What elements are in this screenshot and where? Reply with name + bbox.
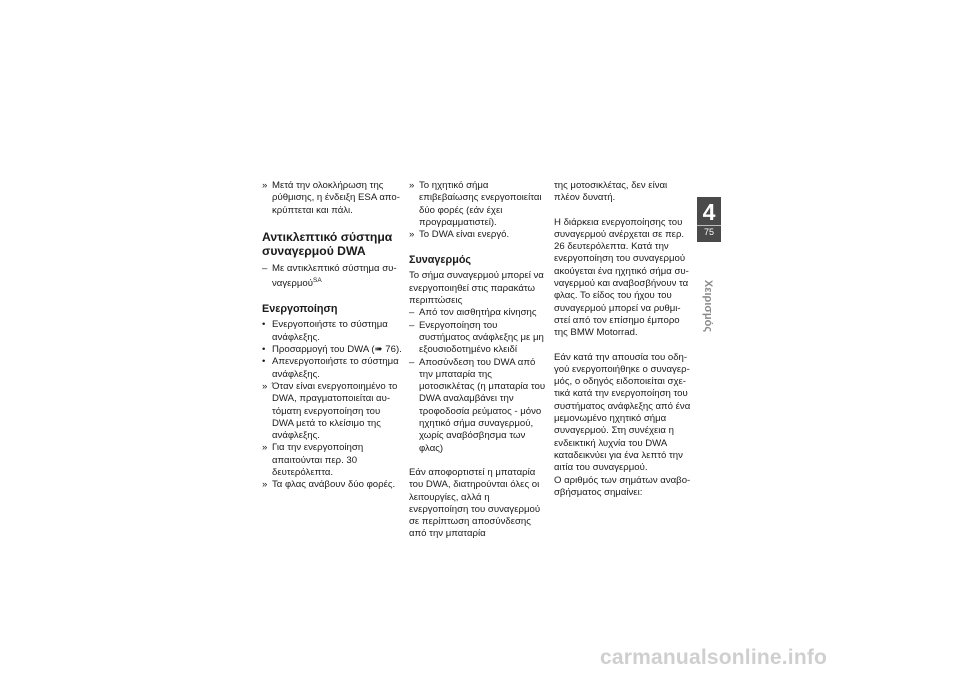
list-item	[409, 320, 549, 357]
item-text: Μετά την ολοκλήρωση της ρύθμισης, η ένδειξη ESA αποκρύπτεται και πάλι.	[272, 180, 400, 216]
paragraph: Εάν αποφορτιστεί η μπαταρία του DWA, διατηρούνται όλες οι λειτουργίες, αλλά η ενεργοποίηση του συναγερμού σε περίπτωση αποσύνδεσης από την μπαταρία	[409, 466, 541, 540]
chapter-number: 4	[702, 199, 716, 225]
column-2	[409, 180, 549, 541]
subsection-heading: Ενεργοποίηση	[262, 303, 338, 316]
list-item	[262, 344, 402, 356]
paragraph: Το σήμα συναγερμού μπορεί να ενεργοποιηθεί στις παρακάτω περιπτώσεις	[409, 270, 544, 307]
list-marker: •	[262, 344, 266, 356]
list-marker: •	[262, 356, 266, 368]
list-item	[409, 307, 549, 319]
list-marker: –	[409, 307, 415, 319]
item-text: Προσαρμογή του DWA (➠ 76).	[272, 344, 402, 356]
list-item	[262, 381, 402, 442]
watermark: carmanualsonline.info	[600, 646, 828, 669]
list-item	[409, 357, 549, 455]
paragraph: Ο αριθμός των σημάτων αναβοσβήσματος σημαίνει:	[554, 474, 691, 498]
list-marker: »	[262, 442, 268, 454]
list-marker: –	[262, 262, 268, 274]
list-marker: »	[262, 180, 268, 191]
list-marker: –	[409, 356, 415, 368]
list-item	[262, 442, 402, 479]
list-item	[409, 229, 549, 241]
item-text: Ενεργοποίηση του συστήματος ανάφλεξης με μη εξουσιοδοτημένο κλειδί	[419, 319, 544, 356]
list-marker: »	[262, 479, 268, 491]
tab-divider	[697, 225, 721, 226]
section-heading: Συναγερμός	[409, 254, 472, 267]
list-item	[262, 263, 402, 291]
paragraph: Η διάρκεια ενεργοποίησης του συναγερμού ανέρχεται σε περ. 26 δευτερόλεπτα. Κατά την ενεργοποίηση του συναγερμού ακούγεται ένα ηχητικό σήμα συναγερμού και αναβοσβήνουν τα φλας. Το είδος του ήχου του συναγερμού μπορεί να ρυθμιστεί από τον επίσημο έμπορο της BMW Motorrad.	[554, 216, 689, 339]
list-marker: »	[409, 229, 415, 241]
item-text: Όταν είναι ενεργοποιημένο το DWA, πραγματοποιείται αυτόματη ενεργοποίηση του DWA μετά το κλείσιμο της ανάφλεξης.	[272, 380, 398, 442]
item-text: Με αντικλεπτικό σύστημα συναγερμού	[272, 262, 397, 290]
list-item	[262, 356, 402, 381]
paragraph: Εάν κατά την απουσία του οδηγού ενεργοποιήθηκε ο συναγερμός, ο οδηγός ειδοποιείται σχετικά κατά την ενεργοποίηση του συστήματος ανάφλεξης από ένα μεμονωμένο ηχητικό σήμα συναγερμού. Στη συνέχεια η ενδεικτική λυχνία του DWA καταδεικνύει για ένα λεπτό την αιτία του συναγερμού.	[554, 351, 691, 474]
column-1	[262, 180, 402, 492]
list-marker: »	[262, 380, 268, 392]
column-3	[554, 180, 692, 499]
list-marker: •	[262, 319, 266, 331]
section-heading: Αντικλεπτικό σύστημα συναγερμού DWA	[262, 229, 393, 259]
sa-superscript: SA	[312, 277, 322, 285]
list-item	[262, 479, 402, 491]
list-item	[262, 180, 402, 217]
item-text: Τα φλας ανάβουν δύο φορές.	[272, 479, 396, 491]
list-item	[262, 319, 402, 344]
item-text: Αποσύνδεση του DWA από την μπαταρία της μοτοσικλέτας (η μπαταρία του DWA αναλαμβάνει την τροφοδοσία ρεύματος - μόνο ηχητικό σήμα συναγερμού, χωρίς αναβόσβησμα των φλας)	[419, 356, 546, 454]
item-text: Ενεργοποιήστε το σύστημα ανάφλεξης.	[272, 319, 388, 343]
list-marker: –	[409, 319, 415, 331]
page-number: 75	[703, 227, 714, 237]
item-text: Για την ενεργοποίηση απαιτούνται περ. 30 δευτερόλεπτα.	[272, 442, 364, 479]
section-label: Χειρισμός	[702, 279, 714, 333]
item-text: Από τον αισθητήρα κίνησης	[419, 307, 537, 319]
item-text: Απενεργοποιήστε το σύστημα ανάφλεξης.	[272, 356, 399, 380]
item-text: Το DWA είναι ενεργό.	[419, 229, 510, 241]
list-marker: »	[409, 180, 415, 191]
item-text: Το ηχητικό σήμα επιβεβαίωσης ενεργοποιείται δύο φορές (εάν έχει προγραμματιστεί).	[419, 180, 542, 228]
paragraph: της μοτοσικλέτας, δεν είναι πλέον δυνατή.	[554, 180, 668, 204]
list-item	[409, 180, 549, 229]
